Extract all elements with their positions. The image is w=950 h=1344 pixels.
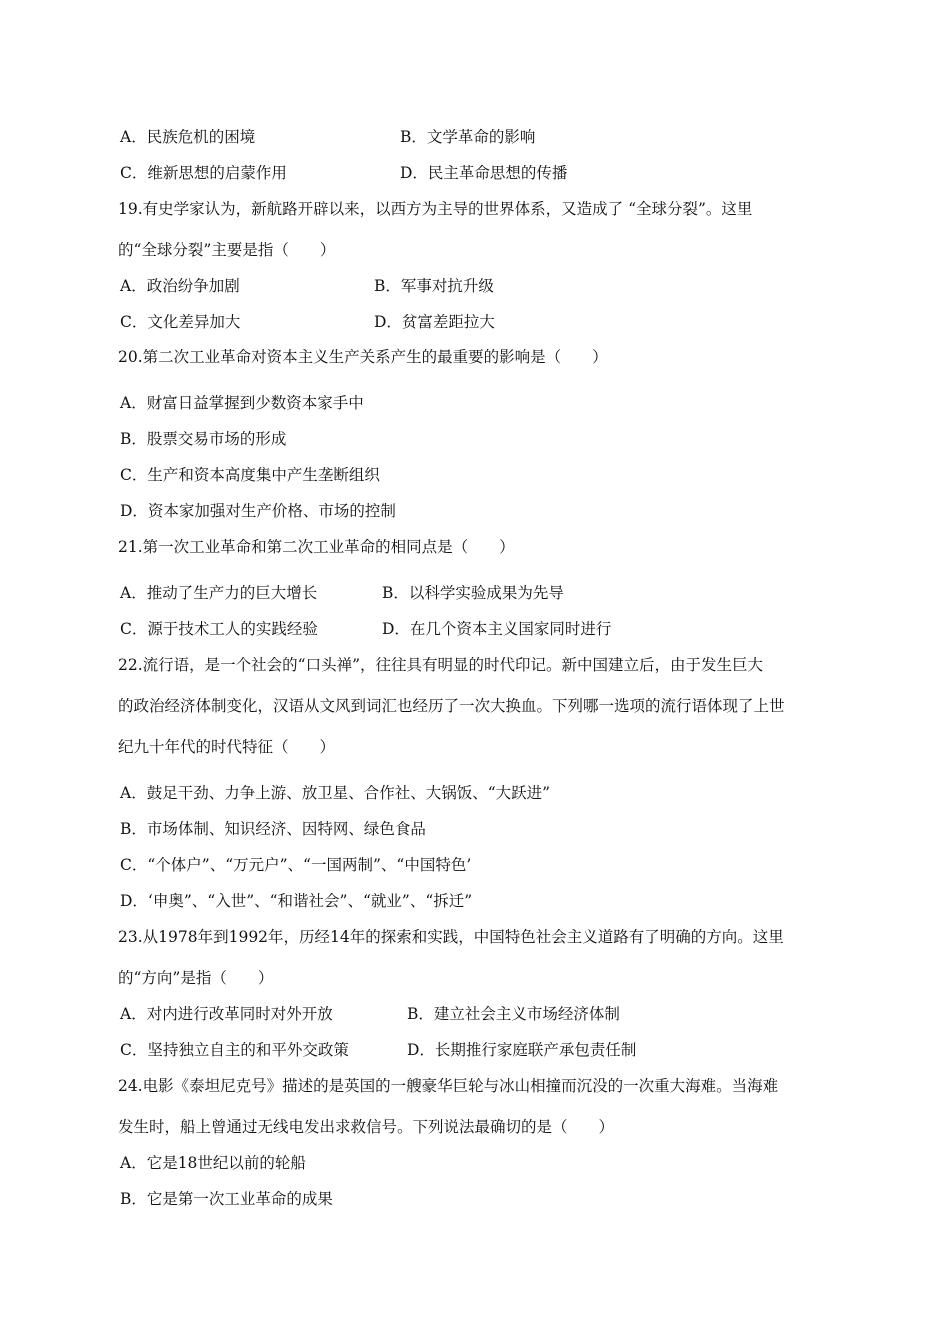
q23-text-line-1: 23.从1978年到1992年，历经14年的探索和实践，中国特色社会主义道路有了明确的方向。这里 (118, 928, 784, 946)
q22-option-b: B．市场体制、知识经济、因特网、绿色食品 (120, 820, 426, 838)
q24-option-a: A．它是18世纪以前的轮船 (120, 1154, 306, 1172)
q19-text-line-2: 的“全球分裂”主要是指（ ） (118, 241, 336, 259)
q18-option-d: D．民主革命思想的传播 (400, 164, 568, 182)
q24-option-b: B．它是第一次工业革命的成果 (120, 1190, 333, 1208)
q22-option-c: C．“个体户”、“万元户”、“一国两制”、“中国特色’ (120, 856, 472, 874)
q19-option-a: A．政治纷争加剧 (120, 277, 240, 295)
q20-option-a: A．财富日益掌握到少数资本家手中 (120, 394, 364, 412)
q20-option-b: B．股票交易市场的形成 (120, 430, 287, 448)
q21-option-d: D．在几个资本主义国家同时进行 (382, 620, 612, 638)
q20-text-line-1: 20.第二次工业革命对资本主义生产关系产生的最重要的影响是（ ） (118, 348, 608, 366)
q18-option-b: B．文学革命的影响 (400, 128, 536, 146)
q19-text-line-1: 19.有史学家认为，新航路开辟以来，以西方为主导的世界体系，又造成了 “全球分裂”。这里 (118, 200, 753, 218)
q21-option-a: A．推动了生产力的巨大增长 (120, 584, 318, 602)
q21-text-line-1: 21.第一次工业革命和第二次工业革命的相同点是（ ） (118, 538, 515, 556)
q23-option-d: D．长期推行家庭联产承包责任制 (407, 1041, 637, 1059)
q24-text-line-2: 发生时，船上曾通过无线电发出求救信号。下列说法最确切的是（ ） (118, 1118, 615, 1136)
q22-option-d: D．‘申奥”、“入世”、“和谐社会”、“就业”、“拆迁” (120, 892, 473, 910)
q18-option-a: A．民族危机的困境 (120, 128, 256, 146)
q22-text-line-1: 22.流行语，是一个社会的“口头禅”，往往具有明显的时代印记。新中国建立后，由于发生巨大 (118, 656, 764, 674)
q21-option-b: B．以科学实验成果为先导 (382, 584, 564, 602)
q23-option-a: A．对内进行改革同时对外开放 (120, 1005, 333, 1023)
q23-option-c: C．坚持独立自主的和平外交政策 (120, 1041, 349, 1059)
q19-option-b: B．军事对抗升级 (374, 277, 494, 295)
q18-option-c: C．维新思想的启蒙作用 (120, 164, 287, 182)
q23-text-line-2: 的“方向”是指（ ） (118, 969, 274, 987)
q22-text-line-2: 的政治经济体制变化，汉语从文风到词汇也经历了一次大换血。下列哪一选项的流行语体现了上世 (118, 697, 785, 715)
q19-option-d: D．贫富差距拉大 (374, 313, 495, 331)
q23-option-b: B．建立社会主义市场经济体制 (407, 1005, 620, 1023)
q24-text-line-1: 24.电影《泰坦尼克号》描述的是英国的一艘豪华巨轮与冰山相撞而沉没的一次重大海难。当海难 (118, 1077, 779, 1095)
q19-option-c: C．文化差异加大 (120, 313, 241, 331)
q20-option-c: C．生产和资本高度集中产生垄断组织 (120, 466, 380, 484)
q21-option-c: C．源于技术工人的实践经验 (120, 620, 318, 638)
q22-option-a: A．鼓足干劲、力争上游、放卫星、合作社、大锅饭、“大跃进” (120, 784, 551, 802)
q22-text-line-3: 纪九十年代的时代特征（ ） (118, 738, 336, 756)
q20-option-d: D．资本家加强对生产价格、市场的控制 (120, 502, 396, 520)
